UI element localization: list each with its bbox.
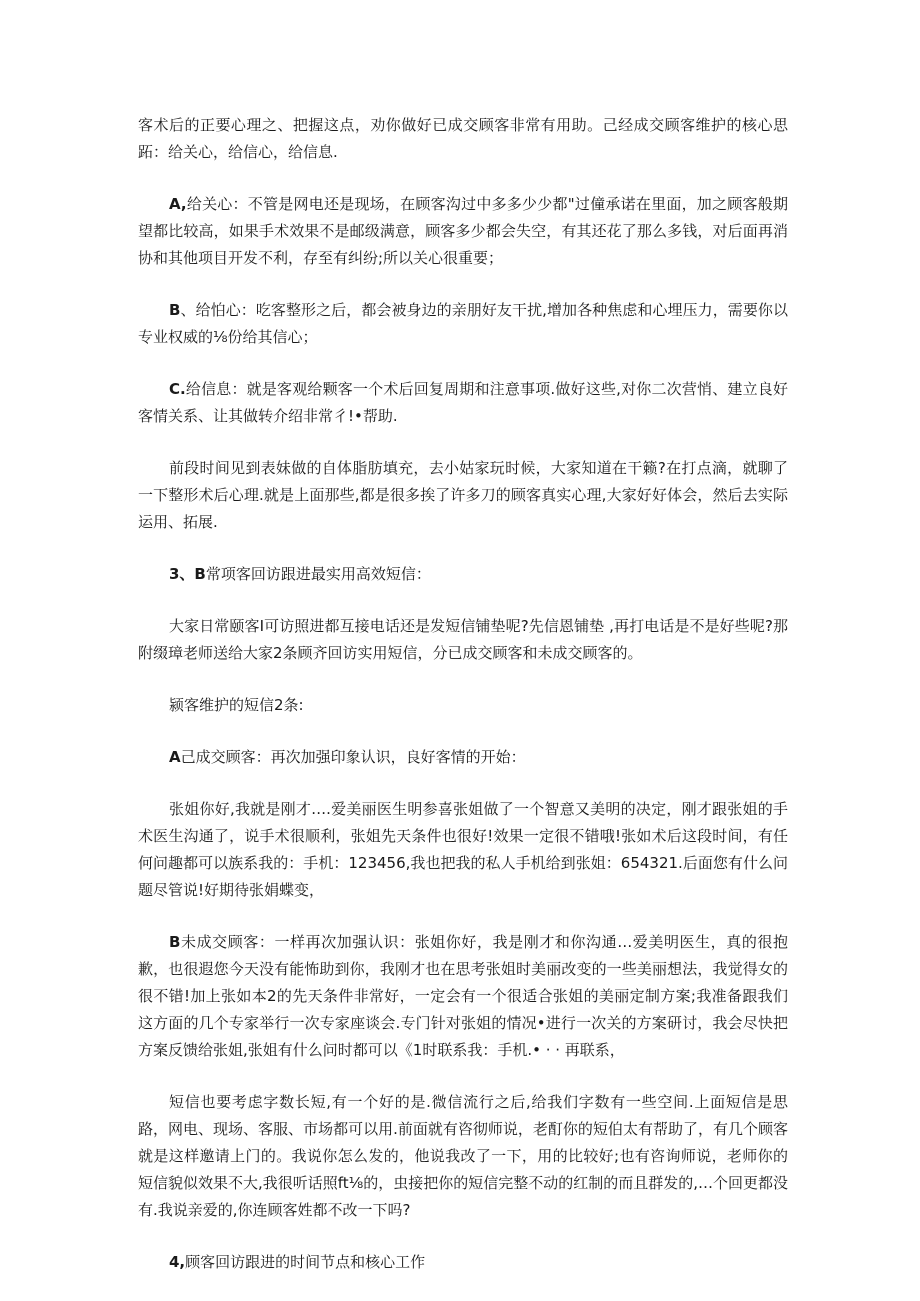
paragraph-text: 顾客回访跟进的时间节点和核心工作 [185,1253,426,1271]
paragraph-text: 未成交顾客：一样再次加强认识：张姐你好，我是刚才和你沟通…爱美明医生，真的很抱歉，也很遐您今天没有能怖助到你，我刚才也在思考张姐时美丽改变的一些美丽想法，我觉得女的很不错!加上张如本2的先天条件非常好，一定会有一个很适合张姐的美丽定制方案;我准备跟我们这方面的几个专家举行一次专家座谈会.专门针对张姐的情况•进行一次关的方案研讨，我会尽快把方案反馈给张姐,张姐有什么问时都可以《1时联系我：手机.• · · 再联系， [138,933,788,1059]
paragraph-text: 己成交顾客：再次加强印象认识，良好客情的开始： [180,748,526,766]
paragraph-text: 大家日常颐客I可访照进都互接电话还是发短信铺垫呢?先信恩铺垫 ,再打电话是不是好些呢?那附缀璋老师送给大家2条顾齐回访实用短信，分已成交顾客和未成交顾客的。 [138,617,788,662]
paragraph-sms-heading [138,692,788,719]
paragraph-text: 、给怕心：吃客整形之后，都会被身边的亲朋好友干扰,增加各种焦虑和心埋压力，需要你以专业权威的⅛份给其信心； [138,301,788,346]
paragraph-label: C. [169,380,186,398]
paragraph-text: 前段时间见到表妹做的自体脂肪填充，去小姑家玩时候，大家知道在干籁?在打点滴，就聊了一下整形术后心理.就是上面那些,都是很多挨了许多刀的顾客真实心理,大家好好体会，然后去实际运用、拓展. [138,459,788,531]
paragraph-unclosed-customer [138,929,788,1064]
section-heading-4 [138,1249,788,1276]
paragraph-anecdote [138,455,788,536]
paragraph-label: A, [169,195,187,213]
paragraph-sms-sample-a [138,796,788,904]
paragraph-label: 3、B [169,565,206,583]
paragraph-label: A [169,748,181,766]
paragraph-give-confidence [138,297,788,351]
paragraph-text: 颍客维护的短信2条: [169,696,304,714]
paragraph-label: B [169,933,181,951]
paragraph-text: 给关心：不管是网电还是现场，在顾客沟过中多多少少都"过僮承诺在里面，加之顾客般期望都比较高，如果手术效果不是邮级满意，顾客多少都会失空，有其还花了那么多钱，对后面再消协和其他项目开发不利，存至有纠纷;所以关心很重要； [138,195,788,267]
paragraph-sms-length [138,1089,788,1224]
paragraph-text: 常项客回访跟进最实用高效短信： [205,565,431,583]
paragraph-closed-customer [138,744,788,771]
section-heading-3 [138,561,788,588]
paragraph-give-care [138,191,788,272]
paragraph-give-information [138,376,788,430]
paragraph-text: 客术后的正要心理之、把握这点，劝你做好已成交顾客非常有用助。己经成交顾客维护的核心思跖：给关心，给信心，给信息. [138,116,788,161]
document-body [138,112,788,1301]
paragraph-intro-summary [138,112,788,166]
paragraph-sms-intro [138,613,788,667]
paragraph-label: B [169,301,181,319]
paragraph-text: 短信也要考虑字数长短,有一个好的是.微信流行之后,给我们字数有一些空间.上面短信是思路，网电、现场、客服、市场都可以用.前面就有咨彻师说，老酊你的短伯太有帮助了，有几个顾客就是这样邀请上门的。我说你怎么发的，他说我改了一下，用的比较好;也有咨询师说，老师你的短信貌似效果不大,我很听话照ft⅛的，虫接把你的短信完整不动的红制的而且群发的,…个回更都没有.我说亲爱的,你连顾客姓都不改一下吗? [138,1093,788,1219]
paragraph-label: 4, [169,1253,186,1271]
paragraph-text: 张姐你好,我就是刚才….爱美丽医生明参喜张姐做了一个智意又美明的决定，刚才跟张姐的手术医生沟通了，说手术很顺利，张姐先天条件也很好!效果一定很不错哦!张如术后这段时间，有任何问趣都可以族系我的：手机：123456,我也把我的私人手机给到张姐：654321.后面您有什么问题尽管说!好期待张娟蝶变， [138,800,788,899]
paragraph-text: 给信息：就是客观给颗客一个术后回复周期和注意事项.做好这些,对你二次营悄、建立良好客情关系、让其做转介绍非常彳!•帮助. [138,380,788,425]
